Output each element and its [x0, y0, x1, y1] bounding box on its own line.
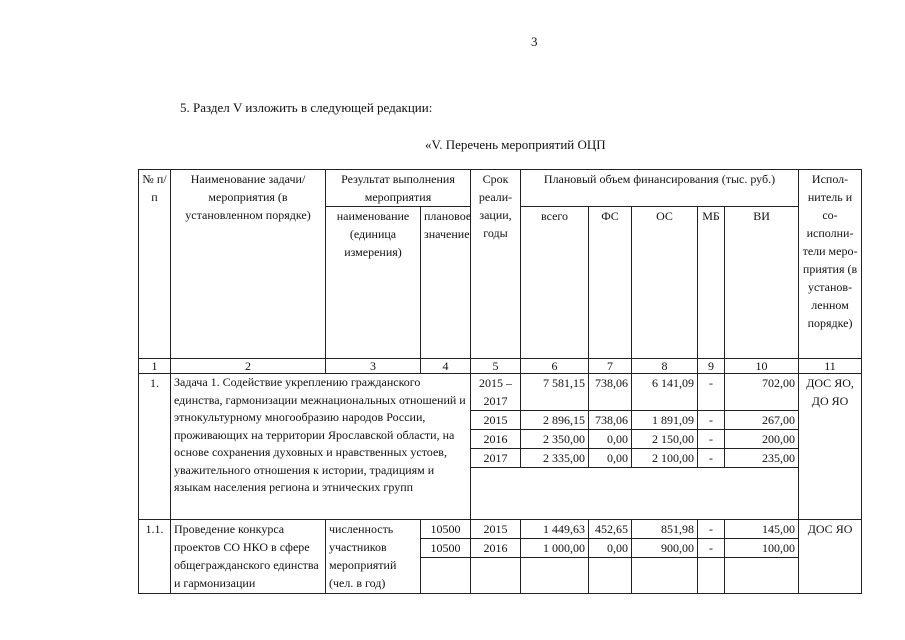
column-number: 10 [725, 359, 799, 374]
item-filler [698, 558, 725, 594]
item-year: 2016 [471, 539, 521, 558]
header-result-plan: плановое значение [421, 207, 471, 359]
item-name: Проведение конкурса проектов СО НКО в сфере общегражданского единства и гармонизации [171, 520, 326, 594]
header-total: всего [521, 207, 589, 359]
task-fs: 0,00 [589, 430, 632, 449]
task-filler [471, 468, 799, 520]
task-mb: - [698, 374, 725, 411]
task-total: 2 350,00 [521, 430, 589, 449]
task-mb: - [698, 449, 725, 468]
header-vi: ВИ [725, 207, 799, 359]
task-year: 2017 [471, 449, 521, 468]
task-total: 2 896,15 [521, 411, 589, 430]
item-filler [725, 558, 799, 594]
item-filler [471, 558, 521, 594]
task-vi: 267,00 [725, 411, 799, 430]
column-number-row [139, 359, 862, 374]
task-fs: 0,00 [589, 449, 632, 468]
item-number: 1.1. [139, 520, 171, 594]
task-year: 2015 – 2017 [471, 374, 521, 411]
column-number: 3 [326, 359, 421, 374]
item-total: 1 449,63 [521, 520, 589, 539]
column-number: 8 [632, 359, 698, 374]
item-plan: 10500 [421, 520, 471, 539]
header-os: ОС [632, 207, 698, 359]
column-number: 7 [589, 359, 632, 374]
item-mb: - [698, 520, 725, 539]
task-total: 7 581,15 [521, 374, 589, 411]
task-executor: ДОС ЯО, ДО ЯО [799, 374, 862, 520]
column-number: 2 [171, 359, 326, 374]
activities-table [138, 169, 862, 594]
item-os: 900,00 [632, 539, 698, 558]
task-os: 2 100,00 [632, 449, 698, 468]
column-number: 5 [471, 359, 521, 374]
task-fs: 738,06 [589, 374, 632, 411]
column-number: 6 [521, 359, 589, 374]
column-number: 11 [799, 359, 862, 374]
task-vi: 200,00 [725, 430, 799, 449]
item-vi: 145,00 [725, 520, 799, 539]
column-number: 1 [139, 359, 171, 374]
task-year: 2016 [471, 430, 521, 449]
item-plan: 10500 [421, 539, 471, 558]
item-vi: 100,00 [725, 539, 799, 558]
item-fs: 0,00 [589, 539, 632, 558]
task-vi: 235,00 [725, 449, 799, 468]
header-row [139, 170, 862, 207]
intro-text: 5. Раздел V изложить в следующей редакции: [180, 100, 433, 115]
task-mb: - [698, 430, 725, 449]
item-fs: 452,65 [589, 520, 632, 539]
item-filler [632, 558, 698, 594]
task-total: 2 335,00 [521, 449, 589, 468]
item-year: 2015 [471, 520, 521, 539]
header-result: Результат выполнения мероприятия [326, 170, 471, 207]
header-task: Наименование задачи/мероприятия (в установленном порядке) [171, 170, 326, 359]
item-row [139, 520, 862, 539]
page-number: 3 [531, 34, 538, 49]
task-os: 2 150,00 [632, 430, 698, 449]
column-number: 9 [698, 359, 725, 374]
item-filler [521, 558, 589, 594]
item-executor: ДОС ЯО [799, 520, 862, 594]
header-fs: ФС [589, 207, 632, 359]
item-mb: - [698, 539, 725, 558]
task-number: 1. [139, 374, 171, 520]
task-mb: - [698, 411, 725, 430]
item-result-name: численность участников мероприятий (чел. в год) [326, 520, 421, 594]
header-result-name: наименование (единица измерения) [326, 207, 421, 359]
task-os: 1 891,09 [632, 411, 698, 430]
header-term: Срок реали- зации, годы [471, 170, 521, 359]
task-vi: 702,00 [725, 374, 799, 411]
item-total: 1 000,00 [521, 539, 589, 558]
header-mb: МБ [698, 207, 725, 359]
header-funding: Плановый объем финансирования (тыс. руб.) [521, 170, 799, 207]
task-year: 2015 [471, 411, 521, 430]
column-number: 4 [421, 359, 471, 374]
item-filler [421, 558, 471, 594]
task-name: Задача 1. Содействие укреплению гражданского единства, гармонизации межнациональных отношений и этнокультурному многообразию народов России, проживающих на территории Ярославской области, на основе сохранения духовных и нравственных устоев, уважительного отношения к истории, традициям и языкам населения региона и этнических групп [171, 374, 471, 520]
section-title: «V. Перечень мероприятий ОЦП [425, 137, 606, 152]
header-executor: Испол- нитель и со- исполни- тели меро- приятия (в установ- ленном порядке) [799, 170, 862, 359]
header-no: № п/п [139, 170, 171, 359]
task-row [139, 374, 862, 411]
task-os: 6 141,09 [632, 374, 698, 411]
item-os: 851,98 [632, 520, 698, 539]
task-fs: 738,06 [589, 411, 632, 430]
item-filler [589, 558, 632, 594]
